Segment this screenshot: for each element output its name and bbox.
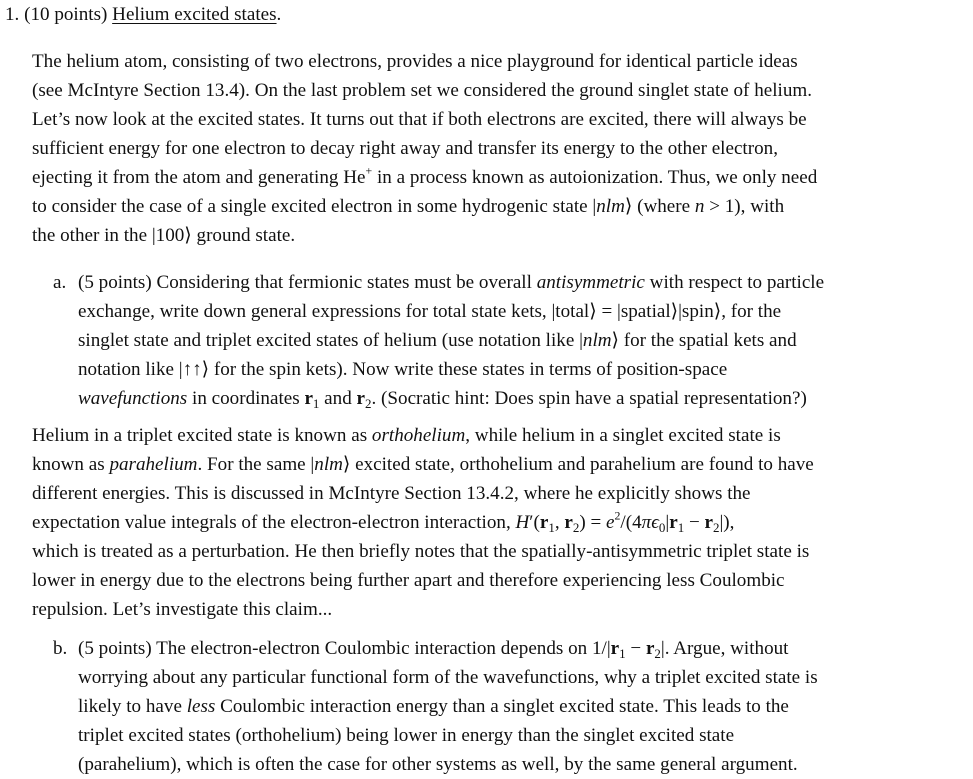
pi-epsilon: πϵ — [641, 512, 659, 533]
middle-line-6: lower in energy due to the electrons being further apart and therefore experiencing less Coulombic — [32, 570, 785, 591]
part-a-line-1-text-a: (5 points) Considering that fermionic states must be overall — [78, 272, 537, 293]
abs-close: |), — [719, 512, 735, 533]
denominator-open: /(4 — [620, 512, 642, 533]
problem-heading — [5, 0, 281, 29]
part-b-line-1-text-a: (5 points) The electron-electron Coulombic interaction depends on 1/| — [78, 638, 611, 659]
wavefunctions-emphasis: wavefunctions — [78, 388, 188, 409]
intro-line-6-text-c: > 1), with — [704, 196, 785, 217]
problem-title: Helium excited states — [112, 4, 277, 25]
middle-line-7: repulsion. Let’s investigate this claim... — [32, 599, 333, 620]
part-a-label: a. — [53, 272, 67, 293]
intro-line-6 — [32, 192, 784, 221]
r-vector: r — [564, 512, 573, 533]
subscript-2: 2 — [713, 519, 720, 535]
nlm-ket-label: nlm — [314, 454, 343, 475]
problem-points: (10 points) — [24, 4, 108, 25]
r-vector: r — [539, 512, 549, 533]
middle-line-1 — [32, 421, 781, 450]
part-b-line-1-text-b: |. Argue, without — [660, 638, 789, 659]
part-a-line-5 — [78, 384, 807, 413]
hamiltonian-symbol: H — [515, 512, 530, 533]
subscript-1: 1 — [548, 519, 555, 535]
part-b-line-4: triplet excited states (orthohelium) being lower in energy than the singlet excited state — [78, 725, 735, 746]
comma: , — [554, 512, 565, 533]
intro-line-5 — [32, 163, 817, 192]
minus: − — [684, 512, 705, 533]
r-vector: r — [356, 388, 366, 409]
part-a-line-5-text-b: . (Socratic hint: Does spin have a spatial representation?) — [371, 388, 807, 409]
part-a-line-3 — [78, 326, 797, 355]
r-vector: r — [610, 638, 620, 659]
squared-superscript: 2 — [614, 508, 621, 523]
middle-line-4-text-a: expectation value integrals of the electron-electron interaction, — [32, 512, 516, 533]
middle-line-3: different energies. This is discussed in McIntyre Section 13.4.2, where he explicitly shows the — [32, 483, 751, 504]
intro-line-7: the other in the |100⟩ ground state. — [32, 225, 296, 246]
middle-line-1-text-b: , while helium in a singlet excited state is — [465, 425, 781, 446]
subscript-2: 2 — [572, 519, 580, 535]
orthohelium-emphasis: orthohelium — [371, 425, 466, 446]
middle-line-2-text-b: . For the same | — [197, 454, 315, 475]
intro-line-2: (see McIntyre Section 13.4). On the last problem set we considered the ground singlet state of helium. — [32, 80, 812, 101]
part-a-line-1-text-b: with respect to particle — [644, 272, 825, 293]
part-b-label: b. — [53, 638, 68, 659]
n-variable: n — [694, 196, 705, 217]
subscript-2: 2 — [365, 395, 372, 411]
prime-paren: ′( — [529, 512, 540, 533]
parahelium-emphasis: parahelium — [109, 454, 198, 475]
antisymmetric-emphasis: antisymmetric — [536, 272, 645, 293]
subscript-1: 1 — [619, 645, 626, 661]
intro-line-3: Let’s now look at the excited states. It turns out that if both electrons are excited, there will always be — [32, 109, 807, 130]
part-b-line-3-text-a: likely to have — [78, 696, 187, 717]
subscript-0: 0 — [658, 519, 666, 535]
part-a-line-1 — [78, 268, 824, 297]
he-plus-superscript: + — [365, 163, 373, 178]
middle-line-5: which is treated as a perturbation. He then briefly notes that the spatially-antisymmetric triplet state is — [32, 541, 810, 562]
abs-open: | — [665, 512, 670, 533]
r-vector: r — [669, 512, 678, 533]
subscript-1: 1 — [677, 519, 685, 535]
intro-line-5-text-a: ejecting it from the atom and generating He — [32, 167, 366, 188]
r-vector: r — [304, 388, 313, 409]
part-a-line-5-text-a: in coordinates — [187, 388, 305, 409]
equals: ) = — [579, 512, 607, 533]
r-vector: r — [704, 512, 713, 533]
part-a-line-3-text-b: ⟩ for the spatial kets and — [611, 330, 797, 351]
problem-number: 1. — [5, 4, 20, 25]
intro-line-4: sufficient energy for one electron to decay right away and transfer its energy to the other electron, — [32, 138, 778, 159]
less-emphasis: less — [186, 696, 216, 717]
part-a-line-2: exchange, write down general expressions for total state kets, |total⟩ = |spatial⟩|spin⟩, for the — [78, 301, 782, 322]
problem-title-period: . — [276, 4, 282, 25]
nlm-ket-label: nlm — [596, 196, 625, 217]
nlm-ket-label: nlm — [582, 330, 612, 351]
r-vector: r — [645, 638, 655, 659]
minus: − — [625, 638, 646, 659]
middle-line-4 — [32, 508, 734, 537]
part-b-line-3 — [78, 692, 789, 721]
intro-line-1: The helium atom, consisting of two electrons, provides a nice playground for identical particle ideas — [32, 51, 798, 72]
part-b-line-2: worrying about any particular functional form of the wavefunctions, why a triplet excited state is — [78, 667, 818, 688]
intro-line-6-text-a: to consider the case of a single excited electron in some hydrogenic state | — [32, 196, 597, 217]
middle-line-1-text-a: Helium in a triplet excited state is known as — [32, 425, 372, 446]
charge-e: e — [606, 512, 615, 533]
middle-line-2 — [32, 450, 814, 479]
intro-line-5-text-b: in a process known as autoionization. Thus, we only need — [372, 167, 818, 188]
intro-line-6-text-b: ⟩ (where — [624, 196, 695, 217]
part-a-line-4: notation like |↑↑⟩ for the spin kets). Now write these states in terms of position-space — [78, 359, 728, 380]
part-a-line-3-text-a: singlet state and triplet excited states of helium (use notation like | — [78, 330, 583, 351]
middle-line-2-text-c: ⟩ excited state, orthohelium and parahelium are found to have — [342, 454, 814, 475]
middle-line-2-text-a: known as — [32, 454, 110, 475]
part-b-line-5: (parahelium), which is often the case for other systems as well, by the same general argument. — [78, 754, 798, 775]
subscript-1: 1 — [312, 395, 320, 411]
part-b-line-3-text-b: Coulombic interaction energy than a singlet excited state. This leads to the — [215, 696, 789, 717]
subscript-2: 2 — [654, 645, 661, 661]
and-text: and — [319, 388, 357, 409]
part-b-line-1 — [78, 634, 788, 663]
